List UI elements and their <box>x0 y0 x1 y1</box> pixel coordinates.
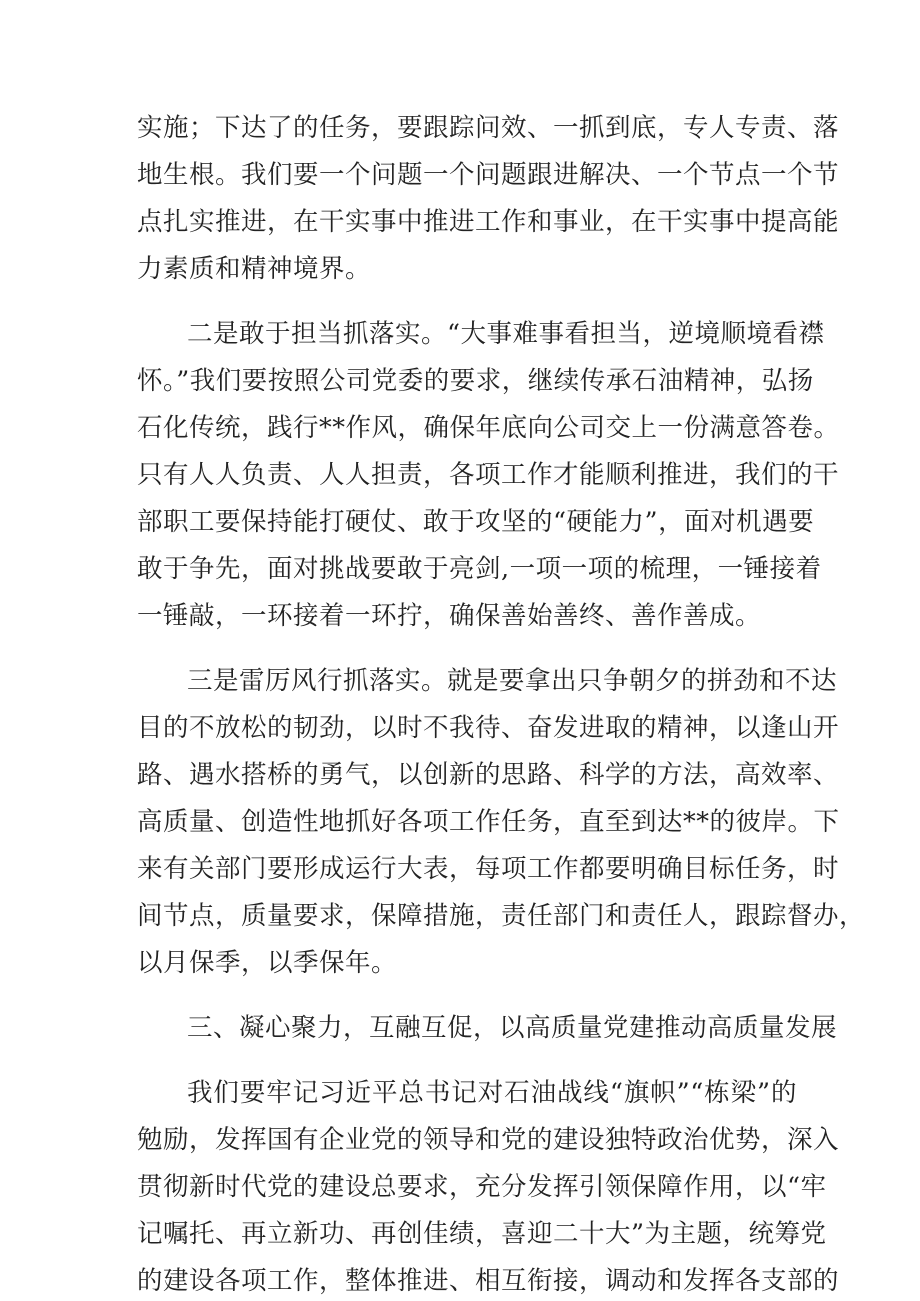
text-line: 二是敢于担当抓落实。“大事难事看担当，逆境顺境看襟 <box>187 319 825 349</box>
text-line: 怀。”我们要按照公司党委的要求，继续传承石油精神，弘扬 <box>137 366 814 396</box>
text-line: 我们要牢记习近平总书记对石油战线“旗帜”“栋梁”的 <box>187 1078 797 1108</box>
text-line: 路、遇水搭桥的勇气，以创新的思路、科学的方法，高效率、 <box>137 760 840 790</box>
text-line: 力素质和精神境界。 <box>137 254 372 284</box>
text-line: 高质量、创造性地抓好各项工作任务，直至到达**的彼岸。下 <box>137 807 840 837</box>
text-line: 贯彻新时代党的建设总要求，充分发挥引领保障作用，以“牢 <box>137 1172 827 1202</box>
text-line: 一锤敲，一环接着一环拧，确保善始善终、善作善成。 <box>137 601 762 631</box>
text-line: 来有关部门要形成运行大表，每项工作都要明确目标任务，时 <box>137 854 840 884</box>
text-line: 石化传统，践行**作风，确保年底向公司交上一份满意答卷。 <box>137 413 840 443</box>
text-line: 部职工要保持能打硬仗、敢于攻坚的“硬能力”，面对机遇要 <box>137 507 815 537</box>
text-line: 点扎实推进，在干实事中推进工作和事业，在干实事中提高能 <box>137 207 840 237</box>
text-line: 的建设各项工作，整体推进、相互衔接，调动和发挥各支部的 <box>137 1266 840 1296</box>
text-line: 目的不放松的韧劲，以时不我待、奋发进取的精神，以逢山开 <box>137 713 840 743</box>
text-line: 三是雷厉风行抓落实。就是要拿出只争朝夕的拼劲和不达 <box>187 666 838 696</box>
text-line: 勉励，发挥国有企业党的领导和党的建设独特政治优势，深入 <box>137 1125 840 1155</box>
section-heading-text: 三、凝心聚力，互融互促，以高质量党建推动高质量发展 <box>187 1013 838 1043</box>
text-line: 地生根。我们要一个问题一个问题跟进解决、一个节点一个节 <box>137 160 840 190</box>
text-line: 以月保季，以季保年。 <box>137 948 398 978</box>
text-line: 敢于争先，面对挑战要敢于亮剑,一项一项的梳理，一锤接着 <box>137 554 822 584</box>
text-line: 间节点，质量要求，保障措施，责任部门和责任人，跟踪督办， <box>137 901 866 931</box>
text-line: 记嘱托、再立新功、再创佳绩，喜迎二十大”为主题，统筹党 <box>137 1219 827 1249</box>
text-line: 实施；下达了的任务，要跟踪问效、一抓到底，专人专责、落 <box>137 113 840 143</box>
text-line: 只有人人负责、人人担责，各项工作才能顺利推进，我们的干 <box>137 460 840 490</box>
